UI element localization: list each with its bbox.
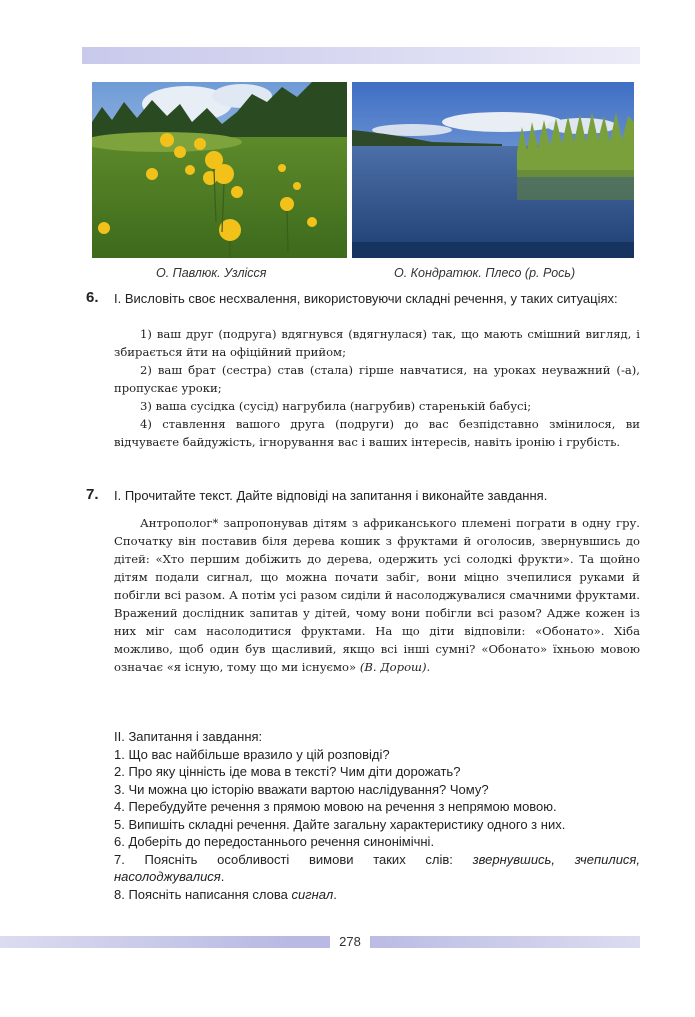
exercise-6-item: 1) ваш друг (подруга) вдягнувся (вдягнулася) так, що мають смішний вигляд, і збирається йти на офіційний прийом; [114,327,640,359]
exercise-6-item: 4) ставлення вашого друга (подруги) до вас безпідставно змінилося, ви відчуваєте байдужість, ігнорування вас і ваших інтересів, навіть іронію і грубість. [114,417,640,449]
top-decorative-bar [82,47,640,64]
question-item: 6. Доберіть до передостаннього речення синонімічні. [114,834,435,849]
photo-meadow [92,82,347,258]
photo-caption-left: О. Павлюк. Узлісся [156,266,267,280]
exercise-6-intro: І. Висловіть своє несхвалення, використовуючи складні речення, у таких ситуаціях: [114,291,618,306]
exercise-6-items [114,325,640,451]
question-item: 2. Про яку цінність іде мова в тексті? Чим діти дорожать? [114,764,461,779]
exercise-6-number: 6. [86,289,99,306]
question-item: 5. Випишіть складні речення. Дайте загальну характеристику одного з них. [114,816,566,832]
photo-river [352,82,634,258]
exercise-7-number: 7. [86,486,99,503]
question-item: 3. Чи можна цю історію вважати вартою наслідування? Чому? [114,781,489,797]
story-author: (В. Дорош). [359,660,431,674]
bottom-decorative-bar [0,936,640,948]
exercise-6-item: 3) ваша сусідка (сусід) нагрубила (нагрубив) старенькій бабусі; [140,399,532,413]
question-item-8: 8. Поясніть написання слова сигнал. [114,886,337,902]
question-item: 4. Перебудуйте речення з прямою мовою на речення з непрямою мовою. [114,799,557,814]
question-item-7: 7. Поясніть особливості вимови таких слів: звернувшись, зчепилися, насолоджувалися. [114,851,640,884]
story-text: Антрополог* запропонував дітям з африканського племені пограти в одну гру. Спочатку він поставив біля дерева кошик з фруктами й оголосив, звернувшись до дітей: «Хто першим добіжить до дерева, одержить усі солодкі фрукти». Та щойно дітям подали сигнал, що можна почати забіг, вони міцно зчепилися руками й побігли всі разом. А потім усі разом сиділи й насолоджувалися смачними фруктами. Вражений дослідник запитав у дітей, чому вони побігли всі разом? Адже кожен із них міг сам насолодитися фруктами. На що діти відповіли: «Обонато». Хіба можливо, щоб один був щасливий, якщо всі інші сумні? «Обонато» їхньою мовою означає «я існую, тому що ми існуємо» [114,516,640,674]
exercise-7-text [114,514,640,676]
photo-caption-right: О. Кондратюк. Плесо (р. Рось) [394,266,576,280]
questions-block [114,728,640,903]
question-item: 1. Що вас найбільше вразило у цій розповіді? [114,746,390,762]
exercise-7-intro: І. Прочитайте текст. Дайте відповіді на запитання і виконайте завдання. [114,488,548,503]
exercise-6-item: 2) ваш брат (сестра) став (стала) гірше навчатися, на уроках неуважний (-а), пропускає уроки; [114,363,640,395]
page-number: 278 [330,932,370,952]
questions-title: ІІ. Запитання і завдання: [114,729,263,744]
